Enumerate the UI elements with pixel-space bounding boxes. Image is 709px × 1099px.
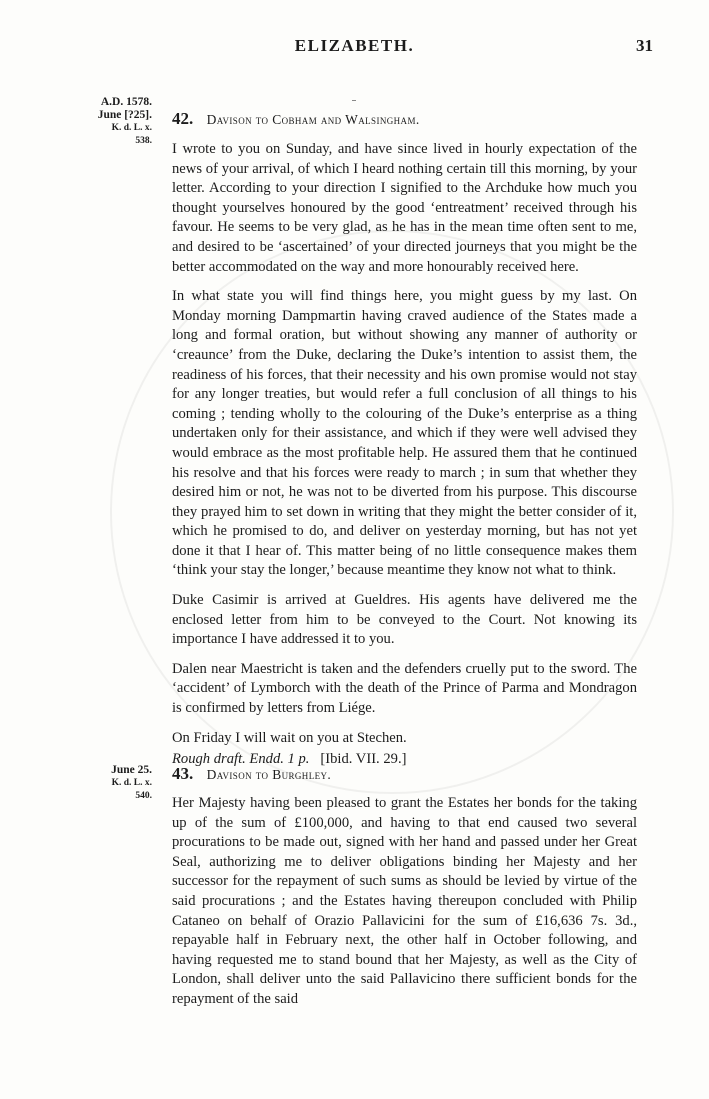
margin-reference: K. d. L. x.	[111, 123, 152, 133]
entry-number: 42.	[172, 109, 194, 128]
endorsement-note: Rough draft. Endd. 1 p.	[172, 751, 310, 768]
paragraph: Her Majesty having been pleased to grant the Estates her bonds for the taking up of the sum of £100,000, and having to that end caused two several procurations to be made out, signed with her hand and passed under her Great Seal, authorizing me to deliver obligations binding her Majesty and her successor for the repayment of such sums as should be levied by virtue of the said procurations ; and the Estates having thereupon concluded with Philip Cataneo on behalf of Orazio Pallavicini for the sum of £16,636 7s. 3d., repayable half in February next, the other half in October following, and having requested me to stand bound that her Majesty, as well as the City of London, shall deliver unto the said Pallavicino there sufficient bonds for the repayment of the said	[172, 795, 637, 1007]
margin-reference-number: 538.	[135, 136, 152, 146]
margin-year: A.D. 1578.	[100, 96, 152, 108]
margin-date: June 25.	[111, 764, 152, 776]
entry-heading-42	[172, 109, 420, 129]
margin-note-43	[78, 764, 152, 803]
paragraph: Duke Casimir is arrived at Gueldres. His agents have delivered me the enclosed letter from him to be conveyed to the Court. Not knowing its importance I have addressed it to you.	[172, 592, 637, 648]
entry-heading-43	[172, 764, 331, 784]
margin-date: June [?25].	[97, 109, 152, 121]
entry-body-42	[172, 140, 637, 780]
running-title: ELIZABETH.	[294, 36, 415, 55]
entry-body-43	[172, 794, 637, 1020]
entry-number: 43.	[172, 764, 194, 783]
paragraph: Dalen near Maestricht is taken and the defenders cruelly put to the sword. The ‘accident’ of Lymborch with the death of the Prince of Parma and Mondragon is confirmed by letters from Liége.	[172, 660, 637, 717]
paragraph: On Friday I will wait on you at Stechen.	[172, 729, 407, 746]
paragraph: In what state you will find things here, you might guess by my last. On Monday morning Dampmartin having craved audience of the States made a long and formal oration, but without showing any manner of authority or ‘creaunce’ from the Duke, declaring the Duke’s intention to assist them, the readiness of his forces, that their necessity and his own promise would not stay for any longer treaties, but would refer a full conclusion of all things to his coming ; tending wholly to the colouring of the Duke’s enterprise as a thing undertaken only for their assistance, and which if they were well advised they would embrace as the most profitable help. He assured them that he continued his resolve and that his forces were ready to march ; in sum that whether they desired him or not, he was not to be diverted from his purpose. This discourse they prayed him to set down in writing that they might the better consider of it, which he promised to do, and deliver on yesterday morning, but has not yet done it that I hear of. This matter being of no little consequence makes them ‘think your stay the longer,’ because meantime they know not what to think.	[172, 288, 637, 579]
page-number: 31	[636, 36, 653, 55]
entry-title: Davison to Cobham and Walsingham.	[206, 112, 420, 127]
margin-reference-number: 540.	[135, 791, 152, 801]
header-tick	[352, 100, 356, 101]
margin-reference: K. d. L. x.	[111, 778, 152, 788]
endorsement-reference: [Ibid. VII. 29.]	[320, 751, 407, 768]
entry-title: Davison to Burghley.	[206, 767, 332, 782]
paragraph: I wrote to you on Sunday, and have since lived in hourly expectation of the news of your arrival, of which I heard nothing certain till this morning, by your letter. According to your direction I signified to the Archduke how much you thought yourselves honoured by the good ‘entreatment’ received through his favour. He seems to be very glad, as he has in the mean time often sent to me, and desired to be ‘ascertained’ of your directed journeys that you might be the better accommodated on the way and more honourably received here.	[172, 141, 637, 275]
margin-note-42	[78, 96, 152, 148]
